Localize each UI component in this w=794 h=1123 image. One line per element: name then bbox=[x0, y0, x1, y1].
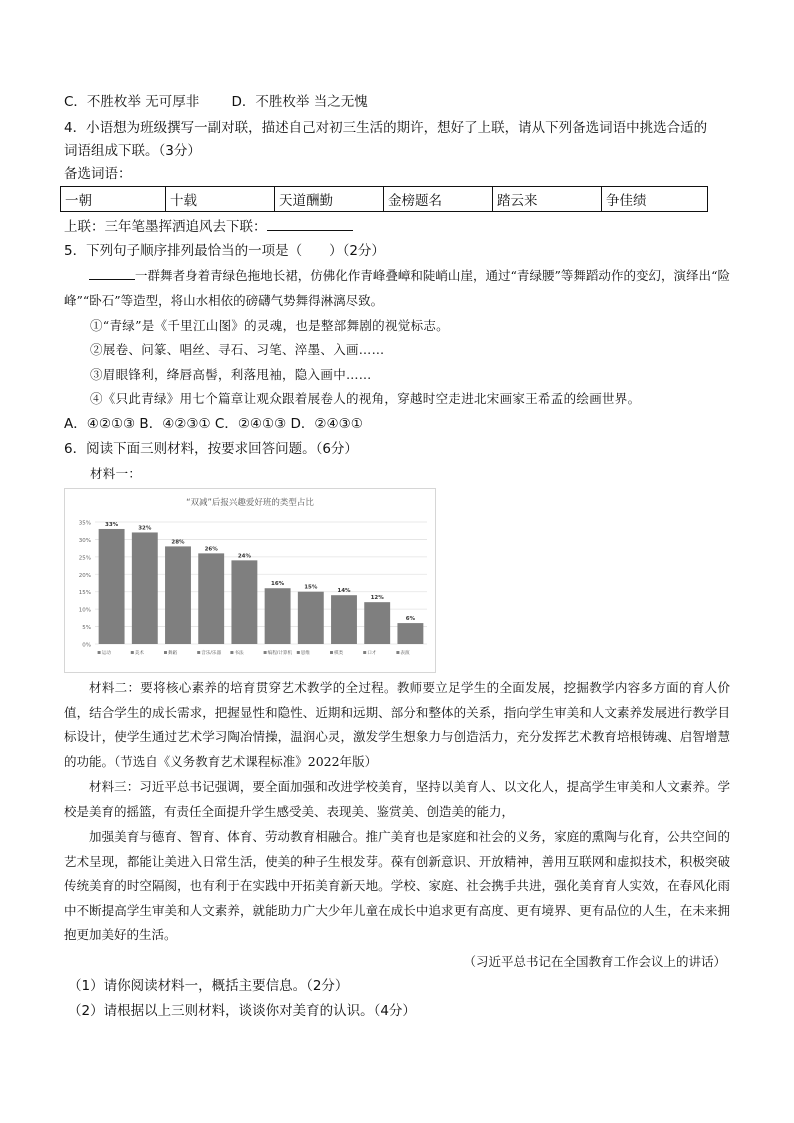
q5-intro-text: 一群舞者身着青绿色拖地长裙，仿佛化作青峰叠嶂和陡峭山崖，通过“青绿腰”等舞蹈动作的变幻，演绎出“险峰”“卧石”等造型，将山水相依的磅礴气势舞得淋漓尽致。 bbox=[64, 268, 730, 308]
material-1-label: 材料一： bbox=[90, 466, 142, 481]
bar bbox=[298, 592, 324, 644]
couplet-line bbox=[64, 216, 353, 237]
q5-sentence-4: ④《只此青绿》用七个篇章让观众跟着展卷人的视角，穿越时空走进北宋画家王希孟的绘画世界。 bbox=[90, 391, 641, 406]
legend-swatch bbox=[330, 651, 333, 654]
data-label: 15% bbox=[304, 584, 318, 591]
bar bbox=[165, 546, 191, 644]
legend-swatch bbox=[197, 651, 200, 654]
q5-sentence-2: ②展卷、问篆、唱丝、寻石、习笔、淬墨、入画…… bbox=[90, 342, 385, 357]
material-3-part-1: 材料三：习近平总书记强调，要全面加强和改进学校美育，坚持以美育人、以文化人，提高学生审美和人文素养。学校是美育的摇篮，有责任全面提升学生感受美、表现美、鉴赏美、创造美的能力， bbox=[64, 779, 730, 819]
q6-sub-question-2: （2）请根据以上三则材料，谈谈你对美育的认识。（4分） bbox=[68, 1003, 416, 1019]
word-cell: 争佳绩 bbox=[602, 187, 708, 212]
q5-stem: 5．下列句子顺序排列最恰当的一项是（ ）（2分） bbox=[64, 243, 385, 259]
legend-label: 表演 bbox=[400, 651, 410, 656]
data-label: 12% bbox=[370, 595, 384, 602]
y-tick-label: 15% bbox=[78, 590, 91, 597]
y-tick-label: 10% bbox=[78, 607, 91, 614]
legend-label: 思维 bbox=[300, 651, 311, 656]
y-tick-label: 5% bbox=[82, 625, 91, 632]
legend-label: 编程/计算机 bbox=[267, 651, 293, 656]
legend-label: 音乐/乐器 bbox=[201, 651, 222, 656]
q4-stem-1: 4．小语想为班级撰写一副对联，描述自己对初三生活的期许，想好了上联，请从下列备选词语中挑选合适的 bbox=[64, 120, 708, 136]
word-cell: 一朝 bbox=[61, 187, 166, 212]
legend-label: 运动 bbox=[101, 651, 111, 656]
data-label: 16% bbox=[271, 581, 285, 588]
bar bbox=[397, 623, 423, 644]
q3-options bbox=[64, 92, 368, 112]
bar bbox=[132, 532, 158, 644]
material-2: 材料二：要将核心素养的培育贯穿艺术教学的全过程。教师要立足学生的全面发展，挖掘教学内容多方面的育人价值，结合学生的成长需求，把握显性和隐性、近期和远期、部分和整体的关系，指向学生审美和人文素养发展进行教学目标设计，使学生通过艺术学习陶冶情操，温润心灵，激发学生想象力与创造活力，充分发挥艺术教育培根铸魂、启智增慧的功能。（节选自《义务教育艺术课程标准》2022年版） bbox=[64, 680, 730, 769]
data-label: 24% bbox=[237, 553, 251, 560]
bar bbox=[99, 529, 125, 644]
material-3-source: （习近平总书记在全国教育工作会议上的讲话） bbox=[463, 954, 726, 969]
bar bbox=[265, 588, 291, 644]
data-label: 14% bbox=[337, 588, 351, 595]
chart-svg bbox=[65, 489, 435, 672]
bar bbox=[364, 602, 390, 644]
legend-swatch bbox=[131, 651, 134, 654]
legend-swatch bbox=[230, 651, 233, 654]
legend-swatch bbox=[297, 651, 300, 654]
bar bbox=[231, 560, 257, 644]
data-label: 26% bbox=[204, 546, 218, 553]
data-label: 6% bbox=[405, 616, 416, 623]
y-tick-label: 20% bbox=[78, 572, 91, 579]
legend-label: 棋类 bbox=[334, 651, 344, 656]
word-cell: 踏云来 bbox=[493, 187, 602, 212]
chart-title: “双减”后报兴趣爱好班的类型占比 bbox=[186, 498, 314, 508]
legend-swatch bbox=[264, 651, 267, 654]
answer-blank[interactable] bbox=[267, 216, 353, 231]
word-bank-table bbox=[60, 186, 708, 212]
q5-sentence-3: ③眉眼锋利，绛唇高髻，利落甩袖，隐入画中…… bbox=[90, 367, 372, 382]
q5-intro bbox=[64, 264, 730, 313]
material-3-part-2: 加强美育与德育、智育、体育、劳动教育相融合。推广美育也是家庭和社会的义务，家庭的熏陶与化育，公共空间的艺术呈现，都能让美进入日常生活，使美的种子生根发芽。葆有创新意识、开放精神，善用互联网和虚拟技术，积极突破传统美育的时空隔阂，也有利于在实践中开拓美育新天地。学校、家庭、社会携手共进，强化美育育人实效，在春风化雨中不断提高学生审美和人文素养，就能助力广大少年儿童在成长中追求更有高度、更有境界、更有品位的人生，在未来拥抱更加美好的生活。 bbox=[64, 829, 730, 942]
word-cell: 金榜题名 bbox=[384, 187, 493, 212]
data-label: 33% bbox=[105, 521, 119, 528]
bar-chart bbox=[64, 488, 436, 673]
data-label: 32% bbox=[138, 525, 152, 532]
bar bbox=[331, 595, 357, 644]
y-tick-label: 35% bbox=[78, 520, 91, 527]
legend-label: 口才 bbox=[367, 651, 377, 656]
q4-stem-2: 词语组成下联。（3分） bbox=[64, 143, 201, 159]
q3-option-d: D．不胜枚举 当之无愧 bbox=[231, 94, 368, 110]
y-tick-label: 30% bbox=[78, 537, 91, 544]
answer-blank[interactable] bbox=[89, 266, 135, 280]
q6-stem: 6．阅读下面三则材料，按要求回答问题。（6分） bbox=[64, 441, 358, 457]
y-tick-label: 0% bbox=[82, 642, 91, 649]
word-cell: 十载 bbox=[166, 187, 275, 212]
q5-sentence-1: ①“青绿”是《千里江山图》的灵魂，也是整部舞剧的视觉标志。 bbox=[90, 318, 449, 333]
legend-swatch bbox=[363, 651, 366, 654]
legend-label: 书法 bbox=[234, 651, 244, 656]
couplet-text: 上联：三年笔墨挥洒追风去下联： bbox=[64, 219, 267, 235]
word-cell: 天道酬勤 bbox=[275, 187, 384, 212]
q5-options: A．④②①③ B．④②③① C．②④①③ D．②④③① bbox=[64, 416, 363, 432]
legend-label: 美术 bbox=[134, 651, 145, 656]
legend-swatch bbox=[164, 651, 167, 654]
legend-swatch bbox=[98, 651, 101, 654]
y-tick-label: 25% bbox=[78, 555, 91, 562]
q6-sub-question-1: （1）请你阅读材料一，概括主要信息。（2分） bbox=[68, 978, 349, 994]
data-label: 28% bbox=[171, 539, 185, 546]
q3-option-c: C．不胜枚举 无可厚非 bbox=[64, 94, 200, 110]
q4-word-label: 备选词语： bbox=[64, 166, 132, 182]
legend-label: 舞蹈 bbox=[168, 651, 178, 656]
bar bbox=[198, 553, 224, 644]
legend-swatch bbox=[396, 651, 399, 654]
